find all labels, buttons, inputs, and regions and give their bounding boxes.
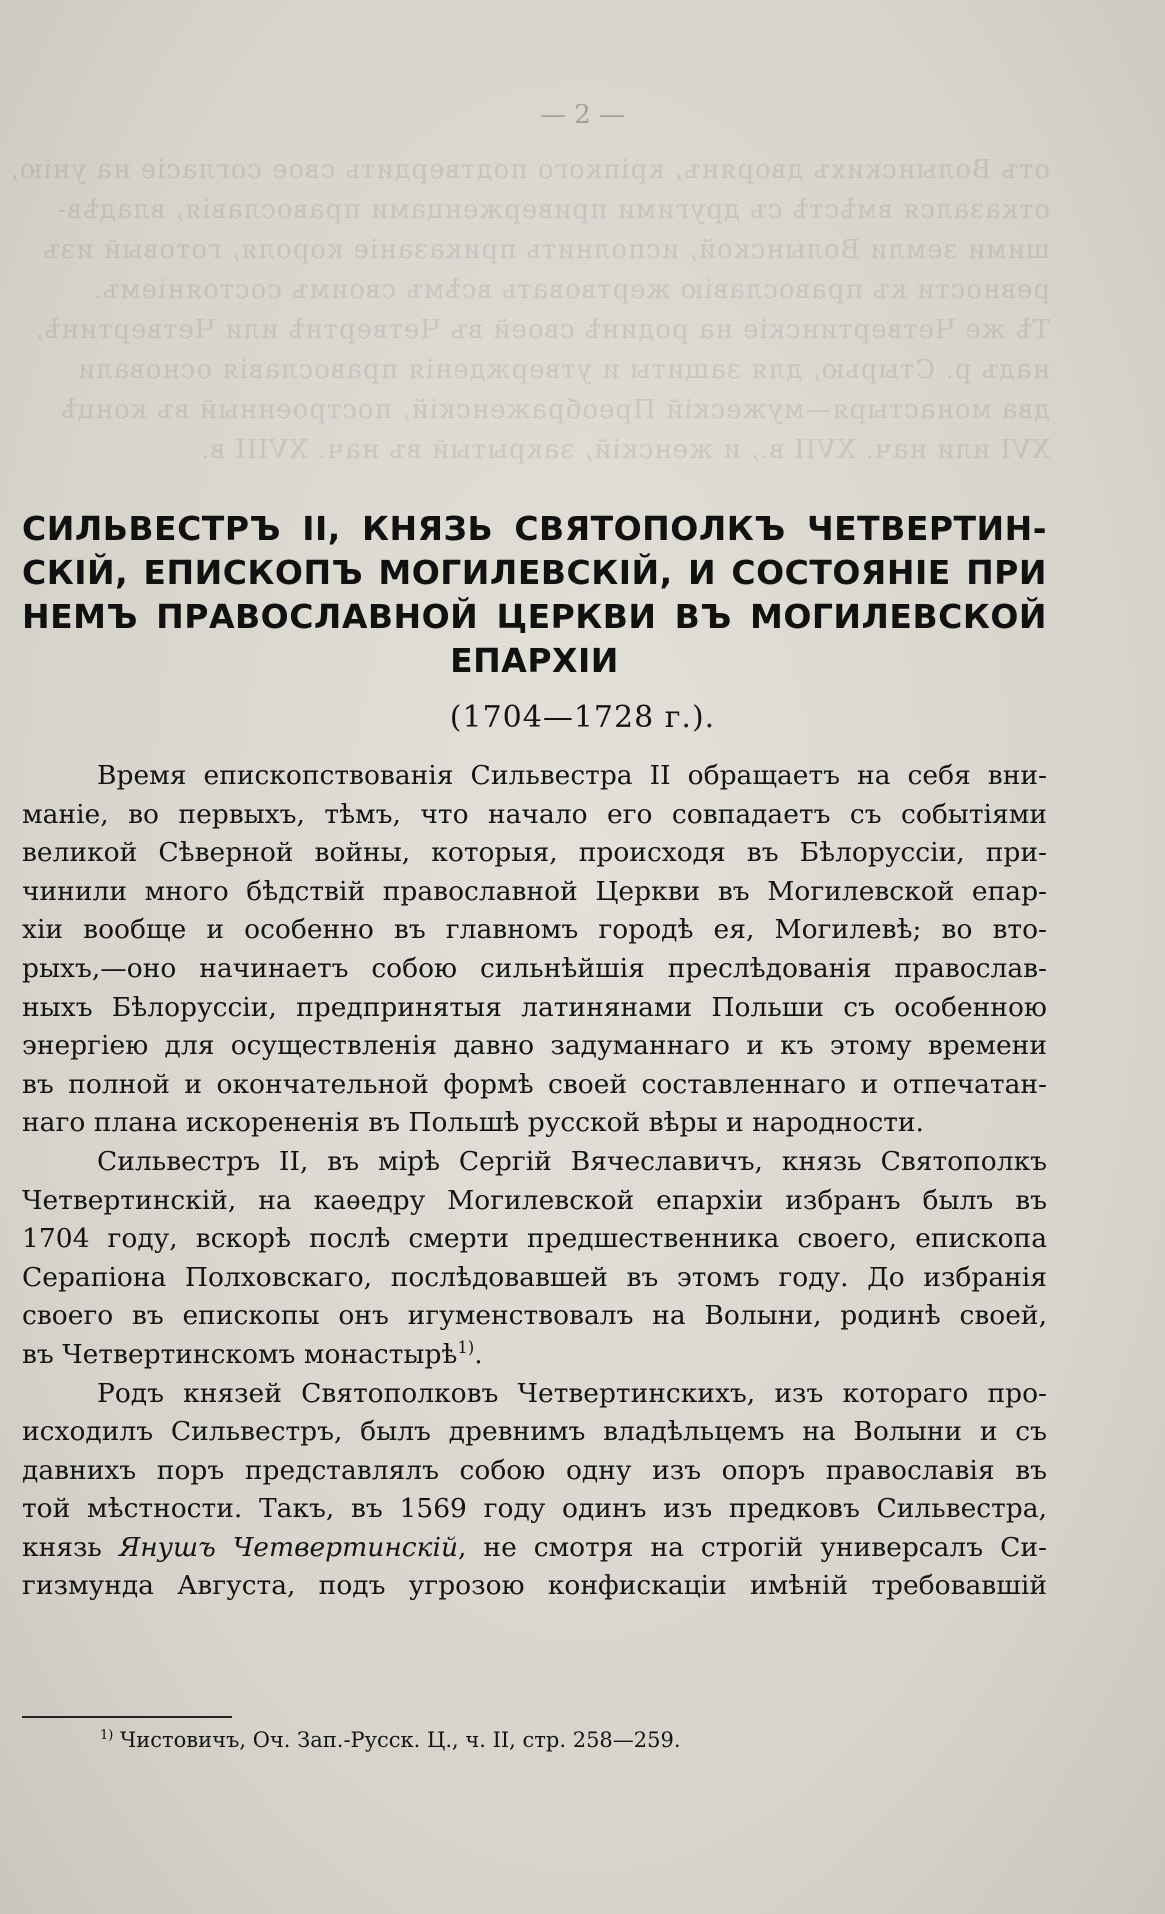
text-line: своего въ епископы онъ игуменствовалъ на Волыни, родинѣ своей, xyxy=(22,1300,1047,1332)
text-segment: , не смотря на строгій универсалъ Си- xyxy=(458,1531,1047,1563)
text-line: исходилъ Сильвестръ, былъ древнимъ владѣльцемъ на Волыни и съ xyxy=(22,1416,1047,1448)
bleed-line: Тѣ же Четвертинскіе на родинѣ своей въ Четвертнѣ или Четвертинѣ, xyxy=(34,315,1050,345)
text-line: давнихъ поръ представлялъ собою одну изъ опоръ православія въ xyxy=(22,1454,1047,1486)
text-line: гизмунда Августа, подъ угрозою конфискаціи имѣній требовавшій xyxy=(22,1570,1047,1602)
footnote-ref[interactable]: 1) xyxy=(457,1338,475,1358)
footnote-divider xyxy=(22,1716,232,1718)
bleed-line: шими земли Волынской, исполнить приказаніе короля, готовый изъ xyxy=(42,235,1050,265)
bleed-line: ревности къ православію жертвовать всѣмъ своимъ состояніемъ. xyxy=(92,275,1050,305)
text-line: хіи вообще и особенно въ главномъ городѣ ея, Могилевѣ; во вто- xyxy=(22,914,1047,946)
bleed-line: XVI или нач. XVII в., и женскій, закрытый въ нач. XVIII в. xyxy=(200,435,1050,465)
text-line: маніе, во первыхъ, тѣмъ, что начало его совпадаетъ съ событіями xyxy=(22,798,1047,830)
chapter-years: (1704—1728 г.). xyxy=(449,700,716,735)
bleed-through-text xyxy=(9,150,1050,470)
text-line: Время епископствованія Сильвестра II обращаетъ на себя вни- xyxy=(97,760,1047,791)
text-line: въ полной и окончательной формѣ своей составленнаго и отпечатан- xyxy=(22,1068,1047,1100)
text-line: ныхъ Бѣлоруссіи, предпринятыя латинянами Польши съ особенною xyxy=(22,991,1047,1023)
text-line: Сильвестръ II, въ мірѣ Сергій Вячеславичъ, князь Святополкъ xyxy=(97,1145,1047,1177)
bleed-line: надъ р. Стырью, для защиты и утвержденія православія основали xyxy=(76,355,1050,385)
chapter-title xyxy=(22,507,1047,683)
text-line: Серапіона Полховскаго, послѣдовавшей въ этомъ году. До избранія xyxy=(22,1261,1047,1293)
text-line: Родъ князей Святополковъ Четвертинскихъ, изъ котораго про- xyxy=(97,1377,1047,1409)
text-line: великой Сѣверной войны, которыя, происходя въ Бѣлоруссіи, при- xyxy=(22,837,1047,869)
bleed-line: отказался вмѣстѣ съ другими приверженцами православія, владѣв- xyxy=(56,195,1050,225)
text-line: наго плана искорененія въ Польшѣ русской вѣры и народности. xyxy=(22,1107,924,1139)
text-line: рыхъ,—оно начинаетъ собою сильнѣйшія преслѣдованія православ- xyxy=(22,952,1047,984)
title-line: СИЛЬВЕСТРЪ II, КНЯЗЬ СВЯТОПОЛКЪ ЧЕТВЕРТИН- xyxy=(22,509,1047,548)
title-line: ЕПАРХІИ xyxy=(450,641,619,680)
title-line: СКІЙ, ЕПИСКОПЪ МОГИЛЕВСКІЙ, И СОСТОЯНІЕ ПРИ xyxy=(22,553,1047,592)
bleed-line: отъ Волынскихъ дворянъ, кріпкого подтвердить свое согласіе на унію, xyxy=(9,155,1050,185)
text-line: энергіею для осуществленія давно задуманнаго и къ этому времени xyxy=(22,1030,1047,1062)
footnote xyxy=(100,1725,681,1755)
title-line: НЕМЪ ПРАВОСЛАВНОЙ ЦЕРКВИ ВЪ МОГИЛЕВСКОЙ xyxy=(22,597,1047,636)
text-line: Четвертинскій, на каѳедру Могилевской епархіи избранъ былъ въ xyxy=(22,1184,1047,1216)
bleed-line: два монастыря—мужескій Преображенскій, построенный въ концѣ xyxy=(60,395,1050,425)
text-line xyxy=(22,1529,1047,1568)
page-number: — 2 — xyxy=(539,100,626,130)
text-line: въ Четвертинскомъ монастырѣ$^{1)}$. xyxy=(22,1338,483,1370)
text-line: 1704 году, вскорѣ послѣ смерти предшественника своего, епископа xyxy=(22,1223,1047,1255)
text-segment: въ Четвертинскомъ монастырѣ xyxy=(22,1338,458,1370)
italic-name: Янушъ Четвертинскій xyxy=(118,1531,459,1563)
footnote-text: Чистовичъ, Оч. Зап.-Русск. Ц., ч. II, стр. 258—259. xyxy=(120,1728,681,1752)
body-text xyxy=(22,757,1047,1606)
text-line: той мѣстности. Такъ, въ 1569 году одинъ изъ предковъ Сильвестра, xyxy=(22,1493,1047,1525)
text-segment: князь xyxy=(22,1531,119,1563)
footnote-marker: 1) xyxy=(100,1728,114,1743)
text-line: чинили много бѣдствій православной Церкви въ Могилевской епар- xyxy=(22,875,1047,907)
